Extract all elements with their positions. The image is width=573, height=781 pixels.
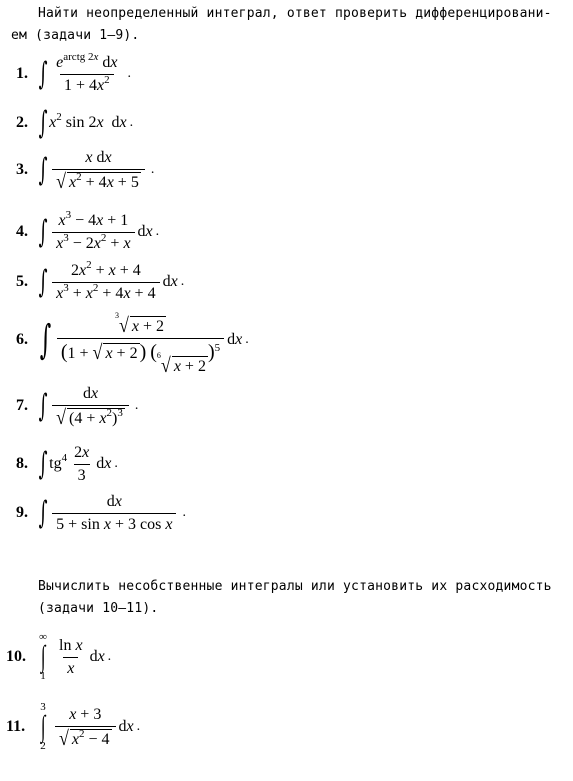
- formula-fraction: $\frac{2x^2 + x + 4}{x^3 + x^2 + 4x + 4}$: [52, 262, 159, 303]
- problem-number: 6.: [16, 331, 28, 348]
- intro-2-line-2: (задачи 10–11).: [38, 601, 159, 616]
- formula-tg: $tg^4$: [49, 452, 68, 472]
- problem-number: 2.: [16, 114, 28, 131]
- problem-number: 3.: [16, 161, 28, 178]
- problem-number: 1.: [16, 65, 28, 82]
- formula-fraction: dx √ $(4 + x^2)^3$: [52, 385, 129, 428]
- formula-fraction: $\frac{dx}{\text{5 + sin x + 3 cos x}}$: [52, 493, 176, 534]
- problem-number: 8.: [16, 455, 28, 472]
- problem-number: 5.: [16, 273, 28, 290]
- problem-8: 8. ∫ $tg^4$ $\frac{2x}{3}$ dx .: [16, 443, 118, 484]
- formula-fraction: $\frac{2x}{3}$: [74, 443, 90, 484]
- integral-sign: ∫: [38, 263, 48, 300]
- problem-10: 10. ∞ ∫ 1 $\frac{\text{ln x}}{x}$ dx .: [6, 630, 112, 683]
- problem-3: 3. ∫ x dx √ $x^2 + 4x + 5$ .: [16, 148, 155, 192]
- integral-sign: ∫: [38, 213, 48, 250]
- formula: $x^2$ sin 2x dx: [49, 111, 127, 131]
- intro-1-line-2: ем (задачи 1–9).: [11, 28, 140, 43]
- integral-sign: ∫: [39, 317, 52, 363]
- integral-with-limits: 3 ∫ 2: [40, 700, 46, 753]
- problem-5: 5. ∫ $\frac{2x^2 + x + 4}{x^3 + x^2 + 4x + 4}$ dx .: [16, 258, 185, 302]
- formula-fraction: 3 √ x + 2 (1 + √ x + 2 ) ( 6 √ x + 2 )$^5$: [57, 305, 224, 376]
- problem-7: 7. ∫ dx √ $(4 + x^2)^3$ .: [16, 384, 139, 428]
- problem-9: 9. ∫ $\frac{dx}{\text{5 + sin x + 3 cos x}}$ .: [16, 492, 186, 533]
- problem-4: 4. ∫ $\frac{x^3 - 4x + 1}{x^3 - 2x^2 + x}$ dx .: [16, 208, 160, 252]
- integral-sign: ∫: [38, 151, 48, 188]
- integral-sign: ∫: [38, 387, 48, 424]
- problem-1: 1. ∫ $\frac{e^{arctg 2x} dx}{1 + 4x^2}$ .: [16, 50, 131, 94]
- formula-fraction: $\frac{e^{arctg 2x} dx}{1 + 4x^2}$: [56, 50, 118, 94]
- integral-with-limits: ∞ ∫ 1: [39, 630, 47, 683]
- problem-11: 11. 3 ∫ 2 x + 3 √ $x^2 - 4$ dx .: [6, 700, 141, 753]
- formula-fraction: $\frac{x^3 - 4x + 1}{x^3 - 2x^2 + x}$: [52, 212, 134, 253]
- intro-text-2: [38, 576, 558, 620]
- problem-6: 6. ∫ 3 √ x + 2 (1 + √ x + 2 ) ( 6 √ x + 2 )$^5$ dx .: [16, 320, 249, 360]
- integral-sign: ∫: [38, 55, 48, 92]
- integral-sign: ∫: [38, 445, 48, 482]
- formula-fraction: x dx √ $x^2 + 4x + 5$: [52, 149, 145, 192]
- problem-number: 11.: [6, 718, 26, 735]
- problem-2: 2. ∫ $x^2$ sin 2x dx .: [16, 104, 134, 141]
- problem-number: 10.: [6, 648, 26, 665]
- problem-number: 9.: [16, 504, 28, 521]
- intro-1-line-1: Найти неопределенный интеграл, ответ проверить дифференцировани-: [38, 6, 552, 21]
- intro-text-1: [11, 3, 558, 47]
- formula-fraction: x + 3 √ $x^2 - 4$: [55, 706, 116, 749]
- problem-number: 4.: [16, 223, 28, 240]
- problem-number: 7.: [16, 397, 28, 414]
- formula-fraction: $\frac{\text{ln x}}{x}$: [59, 636, 83, 677]
- intro-2-line-1: Вычислить несобственные интегралы или установить их расходимость: [38, 579, 552, 594]
- integral-sign: ∫: [38, 494, 48, 531]
- integral-sign: ∫: [38, 104, 48, 141]
